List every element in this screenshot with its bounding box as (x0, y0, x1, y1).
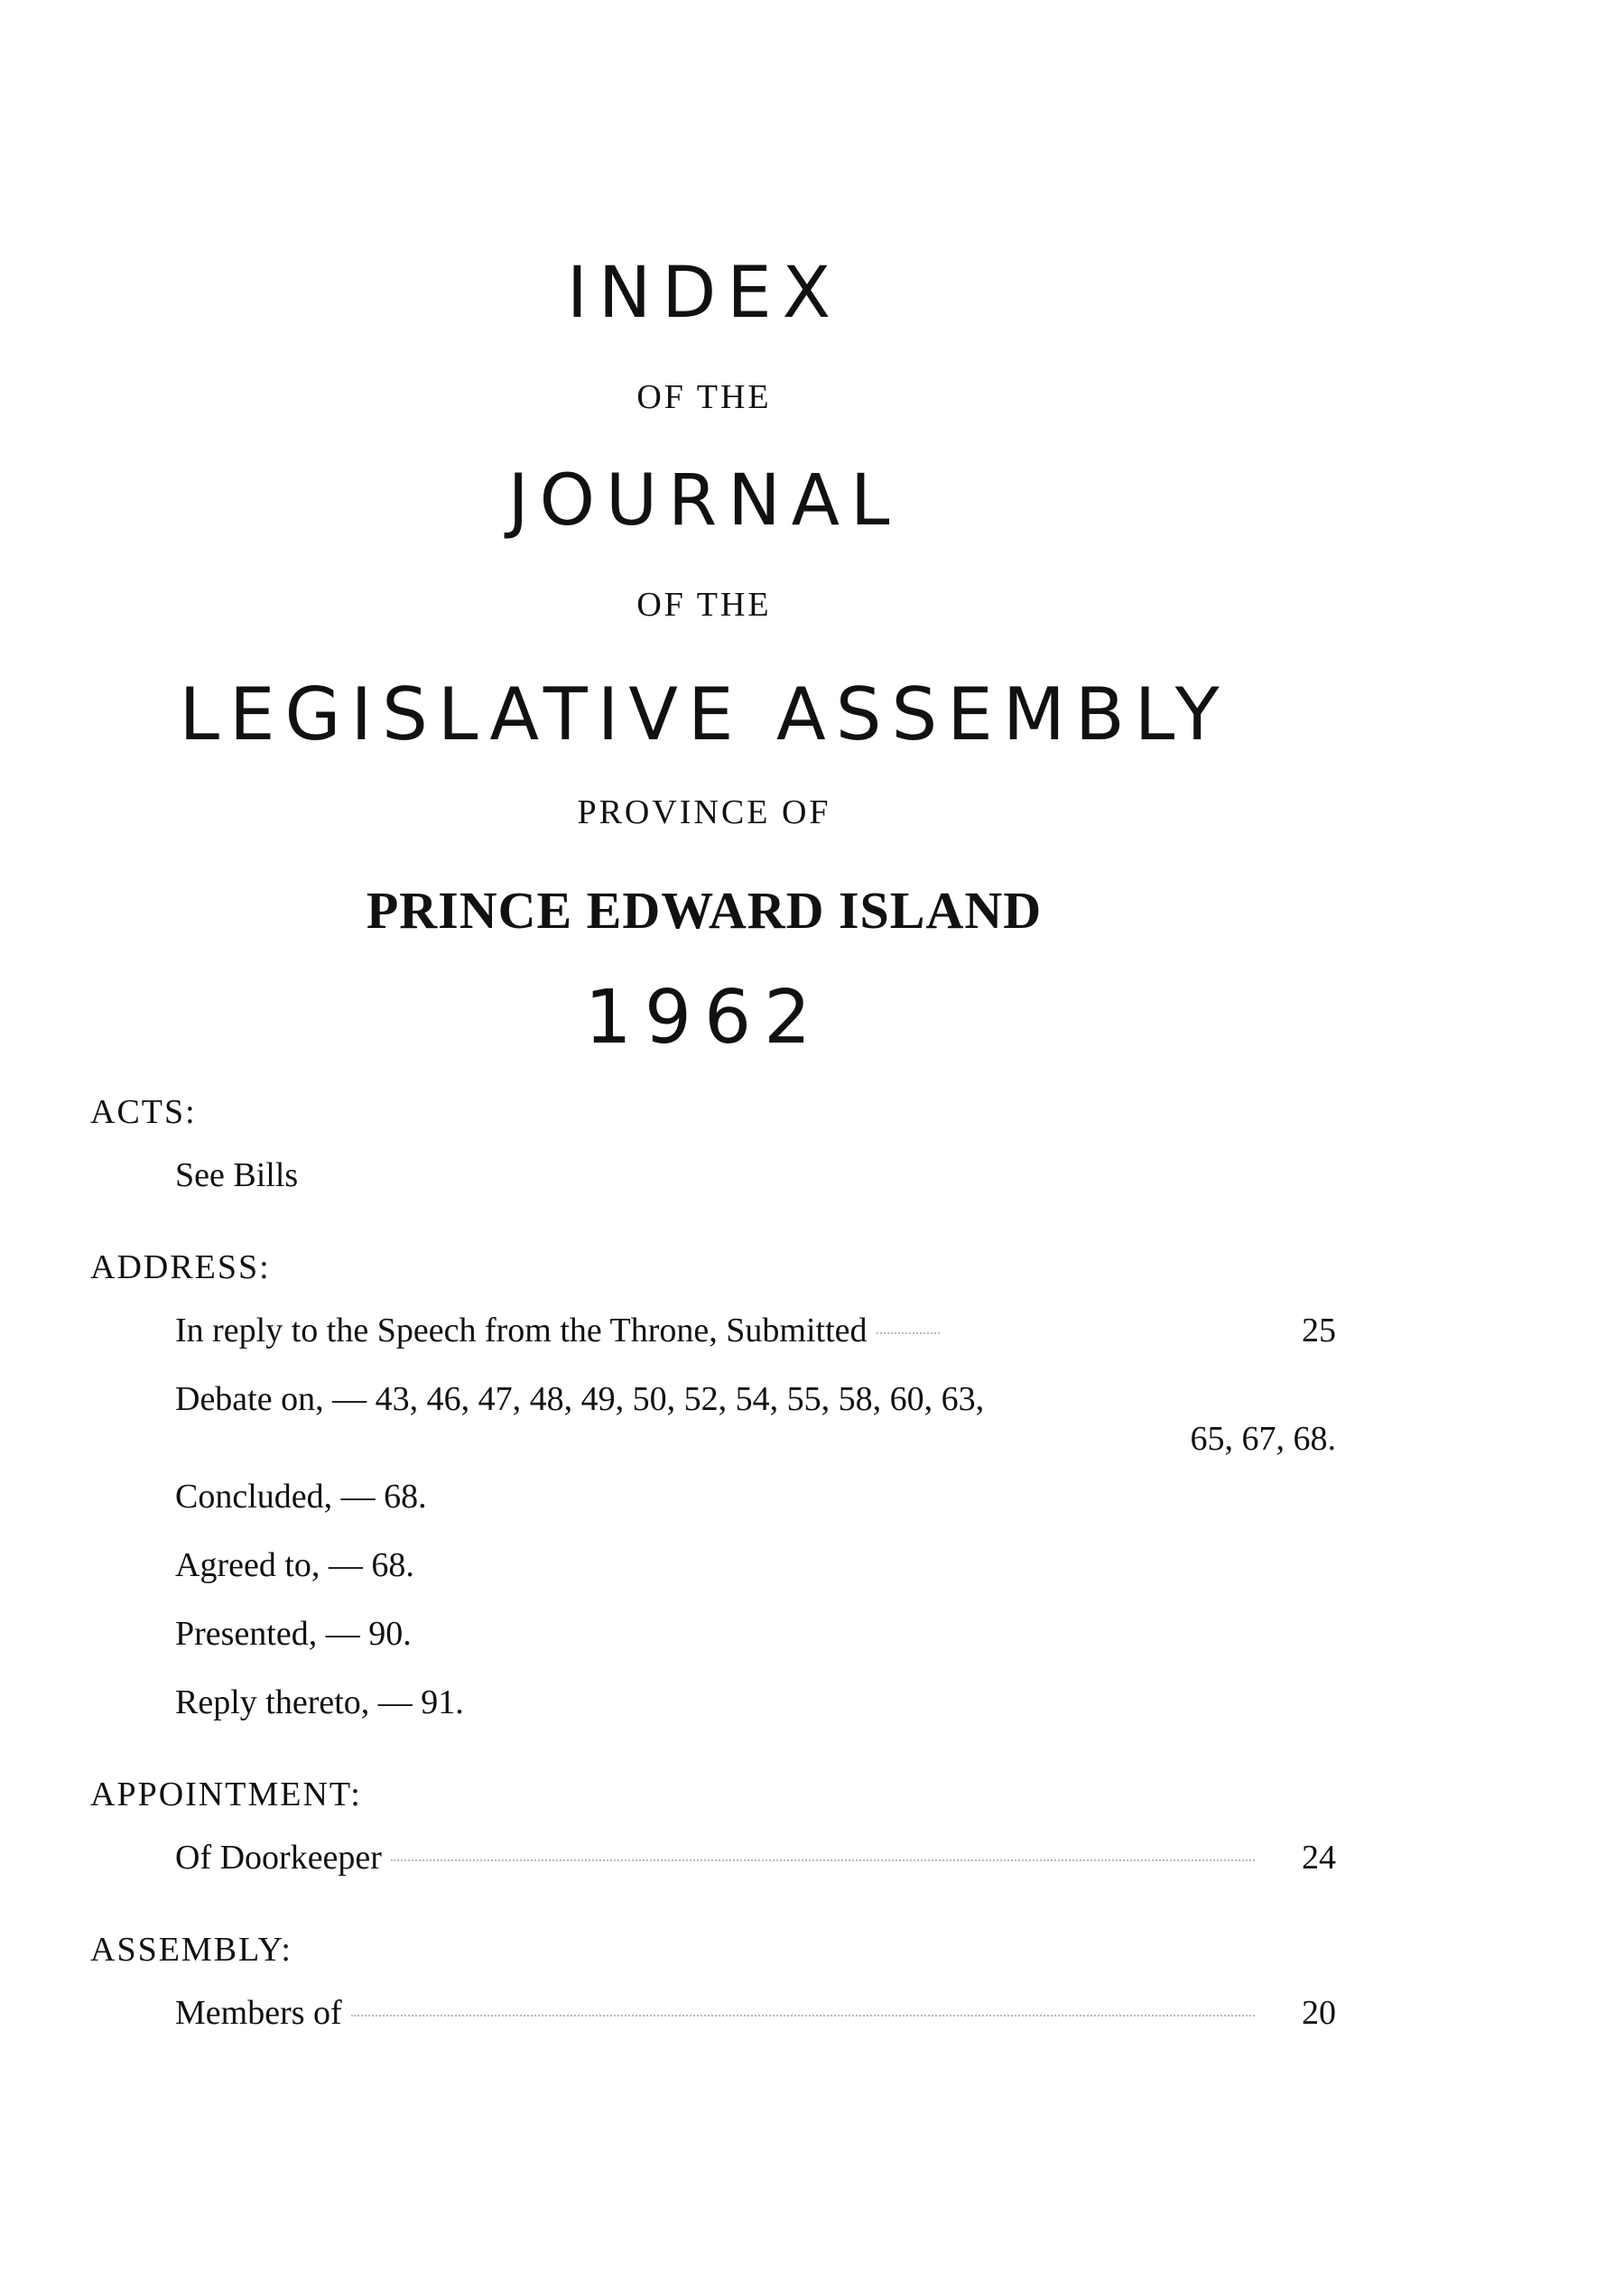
entry-label: In reply to the Speech from the Throne, Submitted (175, 1312, 868, 1349)
entry-debate-on (90, 1379, 1336, 1477)
section-heading-appointment: APPOINTMENT: (90, 1776, 362, 1813)
index-title: INDEX (566, 253, 842, 334)
entry-agreed (90, 1545, 1336, 1614)
entry-page: 24 (1302, 1839, 1336, 1877)
entry-label: Agreed to, — 68. (175, 1546, 414, 1584)
entry-doorkeeper (90, 1838, 1336, 1906)
section-heading-assembly: ASSEMBLY: (90, 1931, 292, 1969)
entry-label: Of Doorkeeper (175, 1839, 382, 1877)
of-the-line-2: OF THE (636, 586, 772, 624)
entry-label: Members of (175, 1994, 342, 2032)
entry-label: See Bills (175, 1156, 299, 1194)
year: 1962 (584, 975, 824, 1061)
entry-concluded (90, 1477, 1336, 1545)
province-of-line: PROVINCE OF (577, 793, 831, 831)
index-body (90, 1092, 1336, 2062)
entry-members (90, 1993, 1336, 2062)
section-heading-acts: ACTS: (90, 1093, 197, 1131)
entry-see-bills (90, 1155, 1336, 1224)
entry-label-continued: 65, 67, 68. (1190, 1420, 1336, 1458)
entry-reply-thereto (90, 1683, 1336, 1751)
entry-presented (90, 1614, 1336, 1683)
entry-label: Reply thereto, — 91. (175, 1683, 464, 1721)
entry-page: 20 (1302, 1994, 1336, 2032)
entry-label: Presented, — 90. (175, 1615, 412, 1653)
dot-leader (391, 1859, 1255, 1861)
journal-title: JOURNAL (507, 460, 901, 542)
entry-label: Concluded, — 68. (175, 1478, 427, 1516)
dot-leader (877, 1332, 940, 1334)
entry-page: 25 (1302, 1312, 1336, 1349)
entry-in-reply (90, 1311, 1336, 1379)
legislative-assembly-title: LEGISLATIVE ASSEMBLY (179, 672, 1230, 756)
dot-leader (351, 2015, 1255, 2017)
of-the-line-1: OF THE (636, 378, 772, 416)
province-name: PRINCE EDWARD ISLAND (366, 881, 1043, 940)
section-heading-address: ADDRESS: (90, 1248, 271, 1286)
entry-label: Debate on, — 43, 46, 47, 48, 49, 50, 52, 54, 55, 58, 60, 63, (175, 1380, 985, 1418)
